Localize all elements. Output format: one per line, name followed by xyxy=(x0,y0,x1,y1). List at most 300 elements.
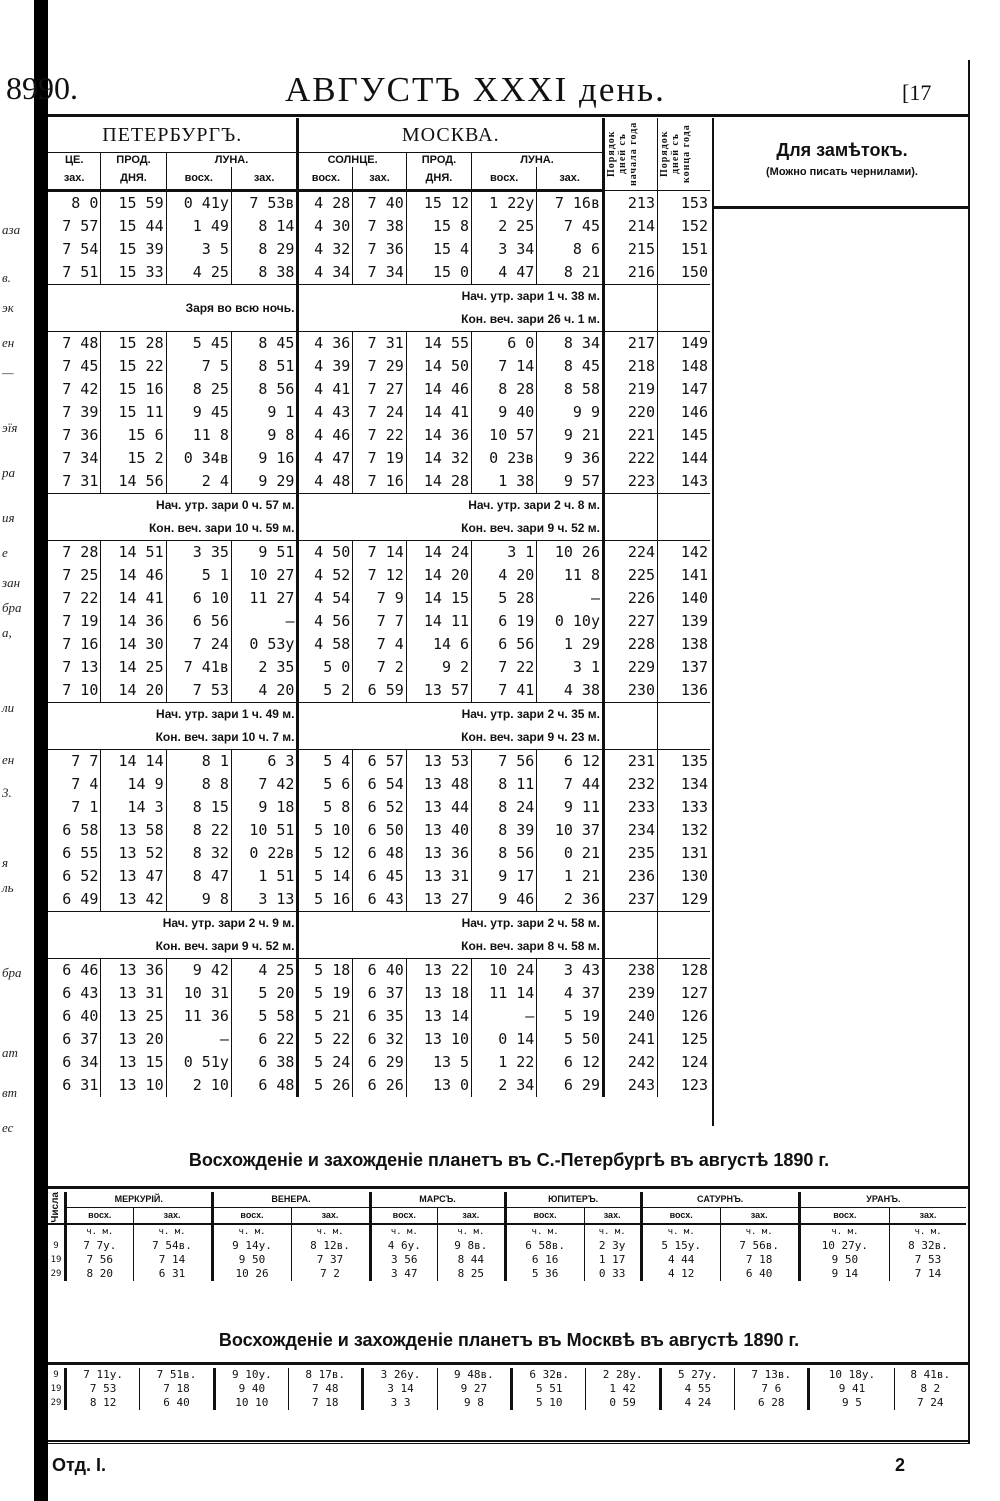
msk-sun-rise-cell: 5 2 xyxy=(298,679,353,703)
msk-sun-rise-cell: 4 58 xyxy=(298,633,353,656)
msk-sun-rise-cell: 5 16 xyxy=(298,888,353,912)
spb-day-length-cell: 13 36 xyxy=(101,959,166,983)
planet-time-cell: 5 51 xyxy=(512,1382,586,1396)
table-row xyxy=(48,819,710,842)
spb-moon-set-cell: 3 13 xyxy=(231,888,298,912)
table-row xyxy=(48,564,710,587)
day-from-start-cell: 218 xyxy=(604,355,658,378)
day-from-end-cell: 134 xyxy=(658,773,711,796)
day-from-start-cell: 231 xyxy=(604,750,658,774)
msk-moon-set-cell: 6 12 xyxy=(537,750,604,774)
units-label: ч. м. xyxy=(890,1224,966,1239)
spb-moon-rise-cell: 3 5 xyxy=(166,238,231,261)
table-row xyxy=(48,679,710,703)
msk-sun-rise-cell: 4 39 xyxy=(298,355,353,378)
planet-time-cell: 7 53 xyxy=(66,1382,140,1396)
msk-sun-rise-cell: 5 14 xyxy=(298,865,353,888)
msk-sun-set-cell: 7 34 xyxy=(353,261,407,285)
units-label: ч. м. xyxy=(370,1224,438,1239)
msk-moon-set-cell: 9 21 xyxy=(537,424,604,447)
spb-moon-set-cell: 10 27 xyxy=(231,564,298,587)
msk-sun-rise-cell: 5 18 xyxy=(298,959,353,983)
planets-msk-title: Восхожденіе и захожденіе планетъ въ Москвѣ въ августѣ 1890 г. xyxy=(218,1330,800,1350)
msk-day-length-cell: 15 4 xyxy=(406,238,471,261)
msk-moon-rise-cell: — xyxy=(472,1005,537,1028)
planet-time-cell: 7 48 xyxy=(289,1382,363,1396)
spb-moon-set-cell: 8 14 xyxy=(231,215,298,238)
spb-moon-rise-cell: 11 36 xyxy=(166,1005,231,1028)
spb-moon-set-cell: 2 35 xyxy=(231,656,298,679)
msk-day-length-cell: 13 36 xyxy=(406,842,471,865)
spb-days-heading: ДНЯ. xyxy=(101,167,166,191)
spb-moon-rise-heading: восх. xyxy=(166,167,231,191)
msk-moon-rise-cell: 2 34 xyxy=(472,1074,537,1097)
day-from-start-cell: 224 xyxy=(604,541,658,565)
msk-day-length-cell: 13 44 xyxy=(406,796,471,819)
msk-day-length-cell: 14 36 xyxy=(406,424,471,447)
planet-time-cell: 0 59 xyxy=(586,1396,660,1410)
msk-moon-set-cell: 11 8 xyxy=(537,564,604,587)
order-from-start-heading: Порядок дней съ начала года xyxy=(606,121,639,187)
msk-day-length-cell: 9 2 xyxy=(406,656,471,679)
spb-day-length-cell: 13 47 xyxy=(101,865,166,888)
day-from-start-cell: 213 xyxy=(604,191,658,216)
gutter-fragment: бра xyxy=(2,965,22,980)
note-line: Нач. утр. зари 2 ч. 35 м. xyxy=(461,707,600,721)
planet-heading: САТУРНЪ. xyxy=(641,1192,799,1207)
table-row xyxy=(48,656,710,679)
planet-time-cell: 9 8в. xyxy=(438,1239,506,1253)
units-label: ч. м. xyxy=(438,1224,506,1239)
msk-moon-set-cell: 2 36 xyxy=(537,888,604,912)
planet-time-cell: 6 31 xyxy=(133,1267,212,1281)
planet-heading: МЕРКУРІЙ. xyxy=(66,1192,213,1207)
msk-day-length-cell: 13 40 xyxy=(406,819,471,842)
notes-rule xyxy=(714,206,970,209)
planet-time-cell: 3 14 xyxy=(363,1382,437,1396)
day-from-start-cell: 216 xyxy=(604,261,658,285)
spb-day-length-cell: 13 31 xyxy=(101,982,166,1005)
spb-sun-set-cell: 7 28 xyxy=(62,543,99,561)
msk-sun-set-cell: 7 36 xyxy=(353,238,407,261)
msk-moon-rise-cell: 10 57 xyxy=(472,424,537,447)
footer-page: 2 xyxy=(895,1455,906,1475)
msk-sun-rise-cell: 5 0 xyxy=(298,656,353,679)
msk-moon-rise-cell: 5 28 xyxy=(472,587,537,610)
planets-msk-rule xyxy=(48,1362,970,1365)
planet-time-cell: 7 7у. xyxy=(66,1239,134,1253)
msk-day-length-cell: 14 50 xyxy=(406,355,471,378)
twilight-note-row xyxy=(48,912,710,959)
day-from-end-cell: 123 xyxy=(658,1074,711,1097)
book-spine xyxy=(34,0,48,1501)
date-cell: 29 xyxy=(50,1268,62,1279)
spb-moon-set-cell: 7 42 xyxy=(231,773,298,796)
msk-day-length-cell: 14 15 xyxy=(406,587,471,610)
table-row xyxy=(48,447,710,470)
gutter-fragment: е xyxy=(2,545,8,560)
planet-time-cell: 7 56 xyxy=(66,1253,134,1267)
spb-moon-set-cell: 0 53у xyxy=(231,633,298,656)
planet-time-cell: 8 25 xyxy=(438,1267,506,1281)
spb-moon-rise-cell: 7 41в xyxy=(166,656,231,679)
spb-sun-set-cell: 7 10 xyxy=(62,681,99,699)
msk-moon-rise-cell: 1 22 xyxy=(472,1051,537,1074)
planet-rise-heading: восх. xyxy=(370,1207,438,1223)
table-row xyxy=(48,773,710,796)
msk-day-length-cell: 15 0 xyxy=(406,261,471,285)
msk-sun-set-cell: 6 45 xyxy=(353,865,407,888)
gutter-fragment: ли xyxy=(2,700,15,715)
msk-sun-set-cell: 7 24 xyxy=(353,401,407,424)
empty-cell xyxy=(658,703,711,750)
planet-set-heading: зах. xyxy=(133,1207,212,1223)
spb-moon-set-cell: 6 22 xyxy=(231,1028,298,1051)
planet-time-cell: 3 47 xyxy=(370,1267,438,1281)
msk-twilight-note xyxy=(298,912,604,959)
planet-time-cell: 3 26у. xyxy=(363,1368,437,1382)
spb-day-length-cell: 15 28 xyxy=(101,332,166,356)
msk-sun-set-cell: 6 35 xyxy=(353,1005,407,1028)
spb-moon-rise-cell: 4 25 xyxy=(166,261,231,285)
spb-sun-set-heading: зах. xyxy=(48,167,101,191)
planet-time-cell: 7 53 xyxy=(890,1253,966,1267)
day-from-end-cell: 132 xyxy=(658,819,711,842)
msk-moon-set-cell: 4 38 xyxy=(537,679,604,703)
spb-moon-set-cell: 9 51 xyxy=(231,541,298,565)
planet-rise-heading: восх. xyxy=(641,1207,720,1223)
msk-moon-rise-cell: 1 38 xyxy=(472,470,537,494)
table-row xyxy=(48,750,710,774)
table-row xyxy=(48,191,710,216)
planet-time-cell: 5 15у. xyxy=(641,1239,720,1253)
msk-moon-rise-cell: 0 23в xyxy=(472,447,537,470)
spb-sun-set-cell: 6 34 xyxy=(62,1053,99,1071)
msk-moon-rise-cell: 2 25 xyxy=(472,215,537,238)
day-from-end-cell: 125 xyxy=(658,1028,711,1051)
spb-moon-rise-cell: 2 4 xyxy=(166,470,231,494)
spb-day-length-cell: 14 36 xyxy=(101,610,166,633)
empty-cell xyxy=(658,285,711,332)
note-line: Нач. утр. зари 1 ч. 49 м. xyxy=(156,707,295,721)
msk-moon-rise-cell: 10 24 xyxy=(472,959,537,983)
date-cell: 9 xyxy=(53,1240,59,1251)
spb-moon-set-cell: 7 53в xyxy=(231,191,298,216)
spb-sun-set-cell: 6 55 xyxy=(62,844,99,862)
empty-cell xyxy=(604,703,658,750)
spb-moon-rise-cell: 8 32 xyxy=(166,842,231,865)
table-row xyxy=(48,378,710,401)
planet-time-cell: 10 10 xyxy=(214,1396,288,1410)
day-from-start-cell: 242 xyxy=(604,1051,658,1074)
day-from-start-cell: 225 xyxy=(604,564,658,587)
date-cell: 19 xyxy=(50,1384,62,1394)
msk-sun-rise-cell: 5 26 xyxy=(298,1074,353,1097)
planet-time-cell: 4 44 xyxy=(641,1253,720,1267)
spb-day-length-cell: 15 33 xyxy=(101,261,166,285)
spb-moon-set-cell: 8 45 xyxy=(231,332,298,356)
msk-sun-set-cell: 6 57 xyxy=(353,750,407,774)
table-row xyxy=(48,865,710,888)
spb-moon-set-cell: 9 18 xyxy=(231,796,298,819)
planet-set-heading: зах. xyxy=(291,1207,370,1223)
day-from-start-cell: 238 xyxy=(604,959,658,983)
spb-moon-rise-cell: 6 56 xyxy=(166,610,231,633)
spb-day-length-cell: 14 14 xyxy=(101,750,166,774)
spb-day-length-cell: 15 6 xyxy=(101,424,166,447)
day-from-start-cell: 236 xyxy=(604,865,658,888)
planet-time-cell: 1 17 xyxy=(584,1253,641,1267)
spb-moon-rise-cell: 9 8 xyxy=(166,888,231,912)
empty-cell xyxy=(604,285,658,332)
planet-heading: УРАНЪ. xyxy=(799,1192,966,1207)
msk-moon-set-cell: 8 6 xyxy=(537,238,604,261)
planet-time-cell: 0 33 xyxy=(584,1267,641,1281)
msk-sun-rise-cell: 4 36 xyxy=(298,332,353,356)
spb-moon-heading: ЛУНА. xyxy=(166,153,298,168)
gutter-fragment: бра xyxy=(2,600,22,615)
msk-sun-set-cell: 6 48 xyxy=(353,842,407,865)
msk-moon-set-cell: 0 10у xyxy=(537,610,604,633)
spb-moon-set-cell: 0 22в xyxy=(231,842,298,865)
msk-sun-heading: СОЛНЦЕ. xyxy=(298,153,406,168)
twilight-note-row xyxy=(48,494,710,541)
spb-day-length-cell: 15 39 xyxy=(101,238,166,261)
msk-twilight-note xyxy=(298,703,604,750)
spb-moon-set-cell: 10 51 xyxy=(231,819,298,842)
msk-sun-rise-cell: 5 22 xyxy=(298,1028,353,1051)
gutter-fragment: ия xyxy=(2,510,15,525)
header-year: 8990. xyxy=(6,70,78,106)
msk-sun-rise-cell: 5 12 xyxy=(298,842,353,865)
spb-sun-set-cell: 7 57 xyxy=(62,217,99,235)
spb-sun-set-cell: 7 19 xyxy=(62,612,99,630)
day-from-end-cell: 137 xyxy=(658,656,711,679)
day-from-end-cell: 147 xyxy=(658,378,711,401)
spb-moon-rise-cell: 0 34в xyxy=(166,447,231,470)
moscow-heading: МОСКВА. xyxy=(298,118,604,153)
spb-heading: ПЕТЕРБУРГЪ. xyxy=(48,118,298,153)
day-from-end-cell: 140 xyxy=(658,587,711,610)
msk-sun-set-cell: 7 9 xyxy=(353,587,407,610)
empty-cell xyxy=(658,494,711,541)
units-label: ч. м. xyxy=(66,1224,134,1239)
planet-time-cell: 9 41 xyxy=(809,1382,894,1396)
spb-day-length-cell: 15 44 xyxy=(101,215,166,238)
msk-sun-rise-cell: 5 21 xyxy=(298,1005,353,1028)
planet-time-cell: 1 42 xyxy=(586,1382,660,1396)
msk-moon-set-cell: 6 29 xyxy=(537,1074,604,1097)
day-from-end-cell: 142 xyxy=(658,541,711,565)
msk-sun-set-cell: 7 38 xyxy=(353,215,407,238)
planet-time-cell: 8 12 xyxy=(66,1396,140,1410)
date-cell: 19 xyxy=(50,1254,62,1265)
msk-moon-rise-cell: 9 40 xyxy=(472,401,537,424)
msk-moon-rise-cell: 7 41 xyxy=(472,679,537,703)
spb-moon-set-cell: 9 8 xyxy=(231,424,298,447)
msk-sun-rise-cell: 4 50 xyxy=(298,541,353,565)
planet-rise-heading: восх. xyxy=(505,1207,584,1223)
spb-sun-set-cell: 7 48 xyxy=(62,334,99,352)
planet-time-cell: 7 56в. xyxy=(720,1239,799,1253)
table-row xyxy=(48,888,710,912)
msk-days-heading: ДНЯ. xyxy=(406,167,471,191)
spb-moon-set-cell: 9 16 xyxy=(231,447,298,470)
planet-time-cell: 9 14у. xyxy=(212,1239,291,1253)
day-from-start-cell: 220 xyxy=(604,401,658,424)
spb-moon-set-cell: 8 56 xyxy=(231,378,298,401)
day-from-end-cell: 143 xyxy=(658,470,711,494)
msk-sun-set-cell: 6 59 xyxy=(353,679,407,703)
msk-day-length-cell: 14 41 xyxy=(406,401,471,424)
gutter-fragment: эк xyxy=(2,300,14,315)
planet-set-heading: зах. xyxy=(890,1207,966,1223)
msk-moon-rise-cell: 8 39 xyxy=(472,819,537,842)
day-from-start-cell: 229 xyxy=(604,656,658,679)
day-from-start-cell: 219 xyxy=(604,378,658,401)
spb-day-length-cell: 15 59 xyxy=(101,191,166,216)
spb-sun-set-cell: 7 16 xyxy=(62,635,99,653)
planet-set-heading: зах. xyxy=(438,1207,506,1223)
msk-moon-set-cell: 10 37 xyxy=(537,819,604,842)
planet-time-cell: 7 13в. xyxy=(735,1368,809,1382)
table-row xyxy=(48,982,710,1005)
day-from-end-cell: 128 xyxy=(658,959,711,983)
msk-moon-rise-cell: 7 14 xyxy=(472,355,537,378)
table-row xyxy=(48,959,710,983)
msk-moon-rise-heading: восх. xyxy=(472,167,537,191)
msk-sun-rise-cell: 4 34 xyxy=(298,261,353,285)
gutter-fragment: зан xyxy=(2,575,21,590)
planet-time-cell: 7 37 xyxy=(291,1253,370,1267)
table-row xyxy=(48,796,710,819)
day-from-end-cell: 150 xyxy=(658,261,711,285)
msk-sun-set-cell: 7 29 xyxy=(353,355,407,378)
spb-moon-rise-cell: 8 25 xyxy=(166,378,231,401)
note-line: Кон. веч. зари 9 ч. 52 м. xyxy=(461,521,600,535)
day-from-end-cell: 146 xyxy=(658,401,711,424)
gutter-fragment: эїя xyxy=(2,420,18,435)
msk-sun-set-heading: зах. xyxy=(353,167,407,191)
msk-moon-rise-cell: 8 28 xyxy=(472,378,537,401)
planet-time-cell: 8 2 xyxy=(894,1382,966,1396)
msk-sun-rise-cell: 4 47 xyxy=(298,447,353,470)
spb-sun-set-cell: 8 0 xyxy=(71,194,99,212)
empty-cell xyxy=(658,912,711,959)
empty-cell xyxy=(604,494,658,541)
table-row xyxy=(48,261,710,285)
msk-sun-set-cell: 6 50 xyxy=(353,819,407,842)
day-from-end-cell: 153 xyxy=(658,191,711,216)
date-cell: 9 xyxy=(53,1370,59,1380)
planet-time-cell: 9 8 xyxy=(437,1396,511,1410)
spb-moon-set-cell: 6 3 xyxy=(231,750,298,774)
spb-twilight-note xyxy=(48,912,298,959)
spb-day-length-cell: 14 51 xyxy=(101,541,166,565)
planet-time-cell: 7 24 xyxy=(894,1396,966,1410)
msk-day-length-cell: 13 31 xyxy=(406,865,471,888)
day-from-start-cell: 237 xyxy=(604,888,658,912)
day-from-start-cell: 233 xyxy=(604,796,658,819)
msk-sun-rise-cell: 4 28 xyxy=(298,191,353,216)
msk-moon-rise-cell: 8 11 xyxy=(472,773,537,796)
table-row xyxy=(48,238,710,261)
msk-moon-set-cell: 7 44 xyxy=(537,773,604,796)
msk-sun-set-cell: 7 27 xyxy=(353,378,407,401)
spb-moon-rise-cell: 2 10 xyxy=(166,1074,231,1097)
msk-day-length-cell: 13 22 xyxy=(406,959,471,983)
planet-time-cell: 7 18 xyxy=(140,1382,214,1396)
msk-moon-rise-cell: 3 34 xyxy=(472,238,537,261)
spb-moon-rise-cell: — xyxy=(166,1028,231,1051)
table-row xyxy=(48,1239,966,1253)
msk-moon-set-cell: 9 36 xyxy=(537,447,604,470)
msk-sun-rise-cell: 4 41 xyxy=(298,378,353,401)
msk-day-length-cell: 14 6 xyxy=(406,633,471,656)
planet-time-cell: 8 17в. xyxy=(289,1368,363,1382)
day-from-start-cell: 223 xyxy=(604,470,658,494)
notes-column xyxy=(712,118,970,1126)
msk-day-length-cell: 14 11 xyxy=(406,610,471,633)
day-from-end-cell: 127 xyxy=(658,982,711,1005)
planet-time-cell: 10 26 xyxy=(212,1267,291,1281)
spb-sun-set-cell: 7 36 xyxy=(62,426,99,444)
units-label: ч. м. xyxy=(291,1224,370,1239)
gutter-fragment: ен xyxy=(2,335,15,350)
spb-moon-set-heading: зах. xyxy=(231,167,298,191)
spb-sun-set-cell: 6 31 xyxy=(62,1076,99,1094)
spb-moon-rise-cell: 3 35 xyxy=(166,541,231,565)
spb-moon-rise-cell: 8 8 xyxy=(166,773,231,796)
day-from-end-cell: 124 xyxy=(658,1051,711,1074)
msk-sun-rise-cell: 4 43 xyxy=(298,401,353,424)
planet-time-cell: 4 55 xyxy=(660,1382,734,1396)
spb-moon-rise-cell: 9 42 xyxy=(166,959,231,983)
planet-time-cell: 6 16 xyxy=(505,1253,584,1267)
date-cell: 29 xyxy=(50,1398,62,1408)
planet-time-cell: 4 6у. xyxy=(370,1239,438,1253)
planet-heading: ВЕНЕРА. xyxy=(212,1192,370,1207)
msk-day-length-cell: 14 24 xyxy=(406,541,471,565)
planet-time-cell: 6 28 xyxy=(735,1396,809,1410)
spb-day-length-cell: 15 2 xyxy=(101,447,166,470)
msk-moon-rise-cell: 6 19 xyxy=(472,610,537,633)
table-row xyxy=(48,1074,710,1097)
day-from-end-cell: 138 xyxy=(658,633,711,656)
planet-set-heading: зах. xyxy=(584,1207,641,1223)
spb-moon-set-cell: — xyxy=(231,610,298,633)
day-from-end-cell: 133 xyxy=(658,796,711,819)
spb-moon-rise-cell: 8 22 xyxy=(166,819,231,842)
msk-sun-set-cell: 6 40 xyxy=(353,959,407,983)
planet-time-cell: 8 32в. xyxy=(890,1239,966,1253)
msk-moon-rise-cell: 6 0 xyxy=(472,332,537,356)
spb-day-length-cell: 14 30 xyxy=(101,633,166,656)
msk-moon-set-cell: 3 43 xyxy=(537,959,604,983)
day-from-start-cell: 235 xyxy=(604,842,658,865)
spb-sun-set-cell: 7 31 xyxy=(62,472,99,490)
planet-time-cell: 9 5 xyxy=(809,1396,894,1410)
gutter-fragment: а, xyxy=(2,625,12,640)
msk-sun-set-cell: 7 19 xyxy=(353,447,407,470)
note-line: Нач. утр. зари 2 ч. 58 м. xyxy=(461,916,600,930)
msk-sun-rise-cell: 4 54 xyxy=(298,587,353,610)
planet-time-cell: 5 27у. xyxy=(660,1368,734,1382)
spb-day-length-cell: 14 41 xyxy=(101,587,166,610)
spb-day-length-cell: 13 10 xyxy=(101,1074,166,1097)
page-title: АВГУСТЪ XXXI день. xyxy=(285,70,666,109)
spb-moon-set-cell: 4 20 xyxy=(231,679,298,703)
